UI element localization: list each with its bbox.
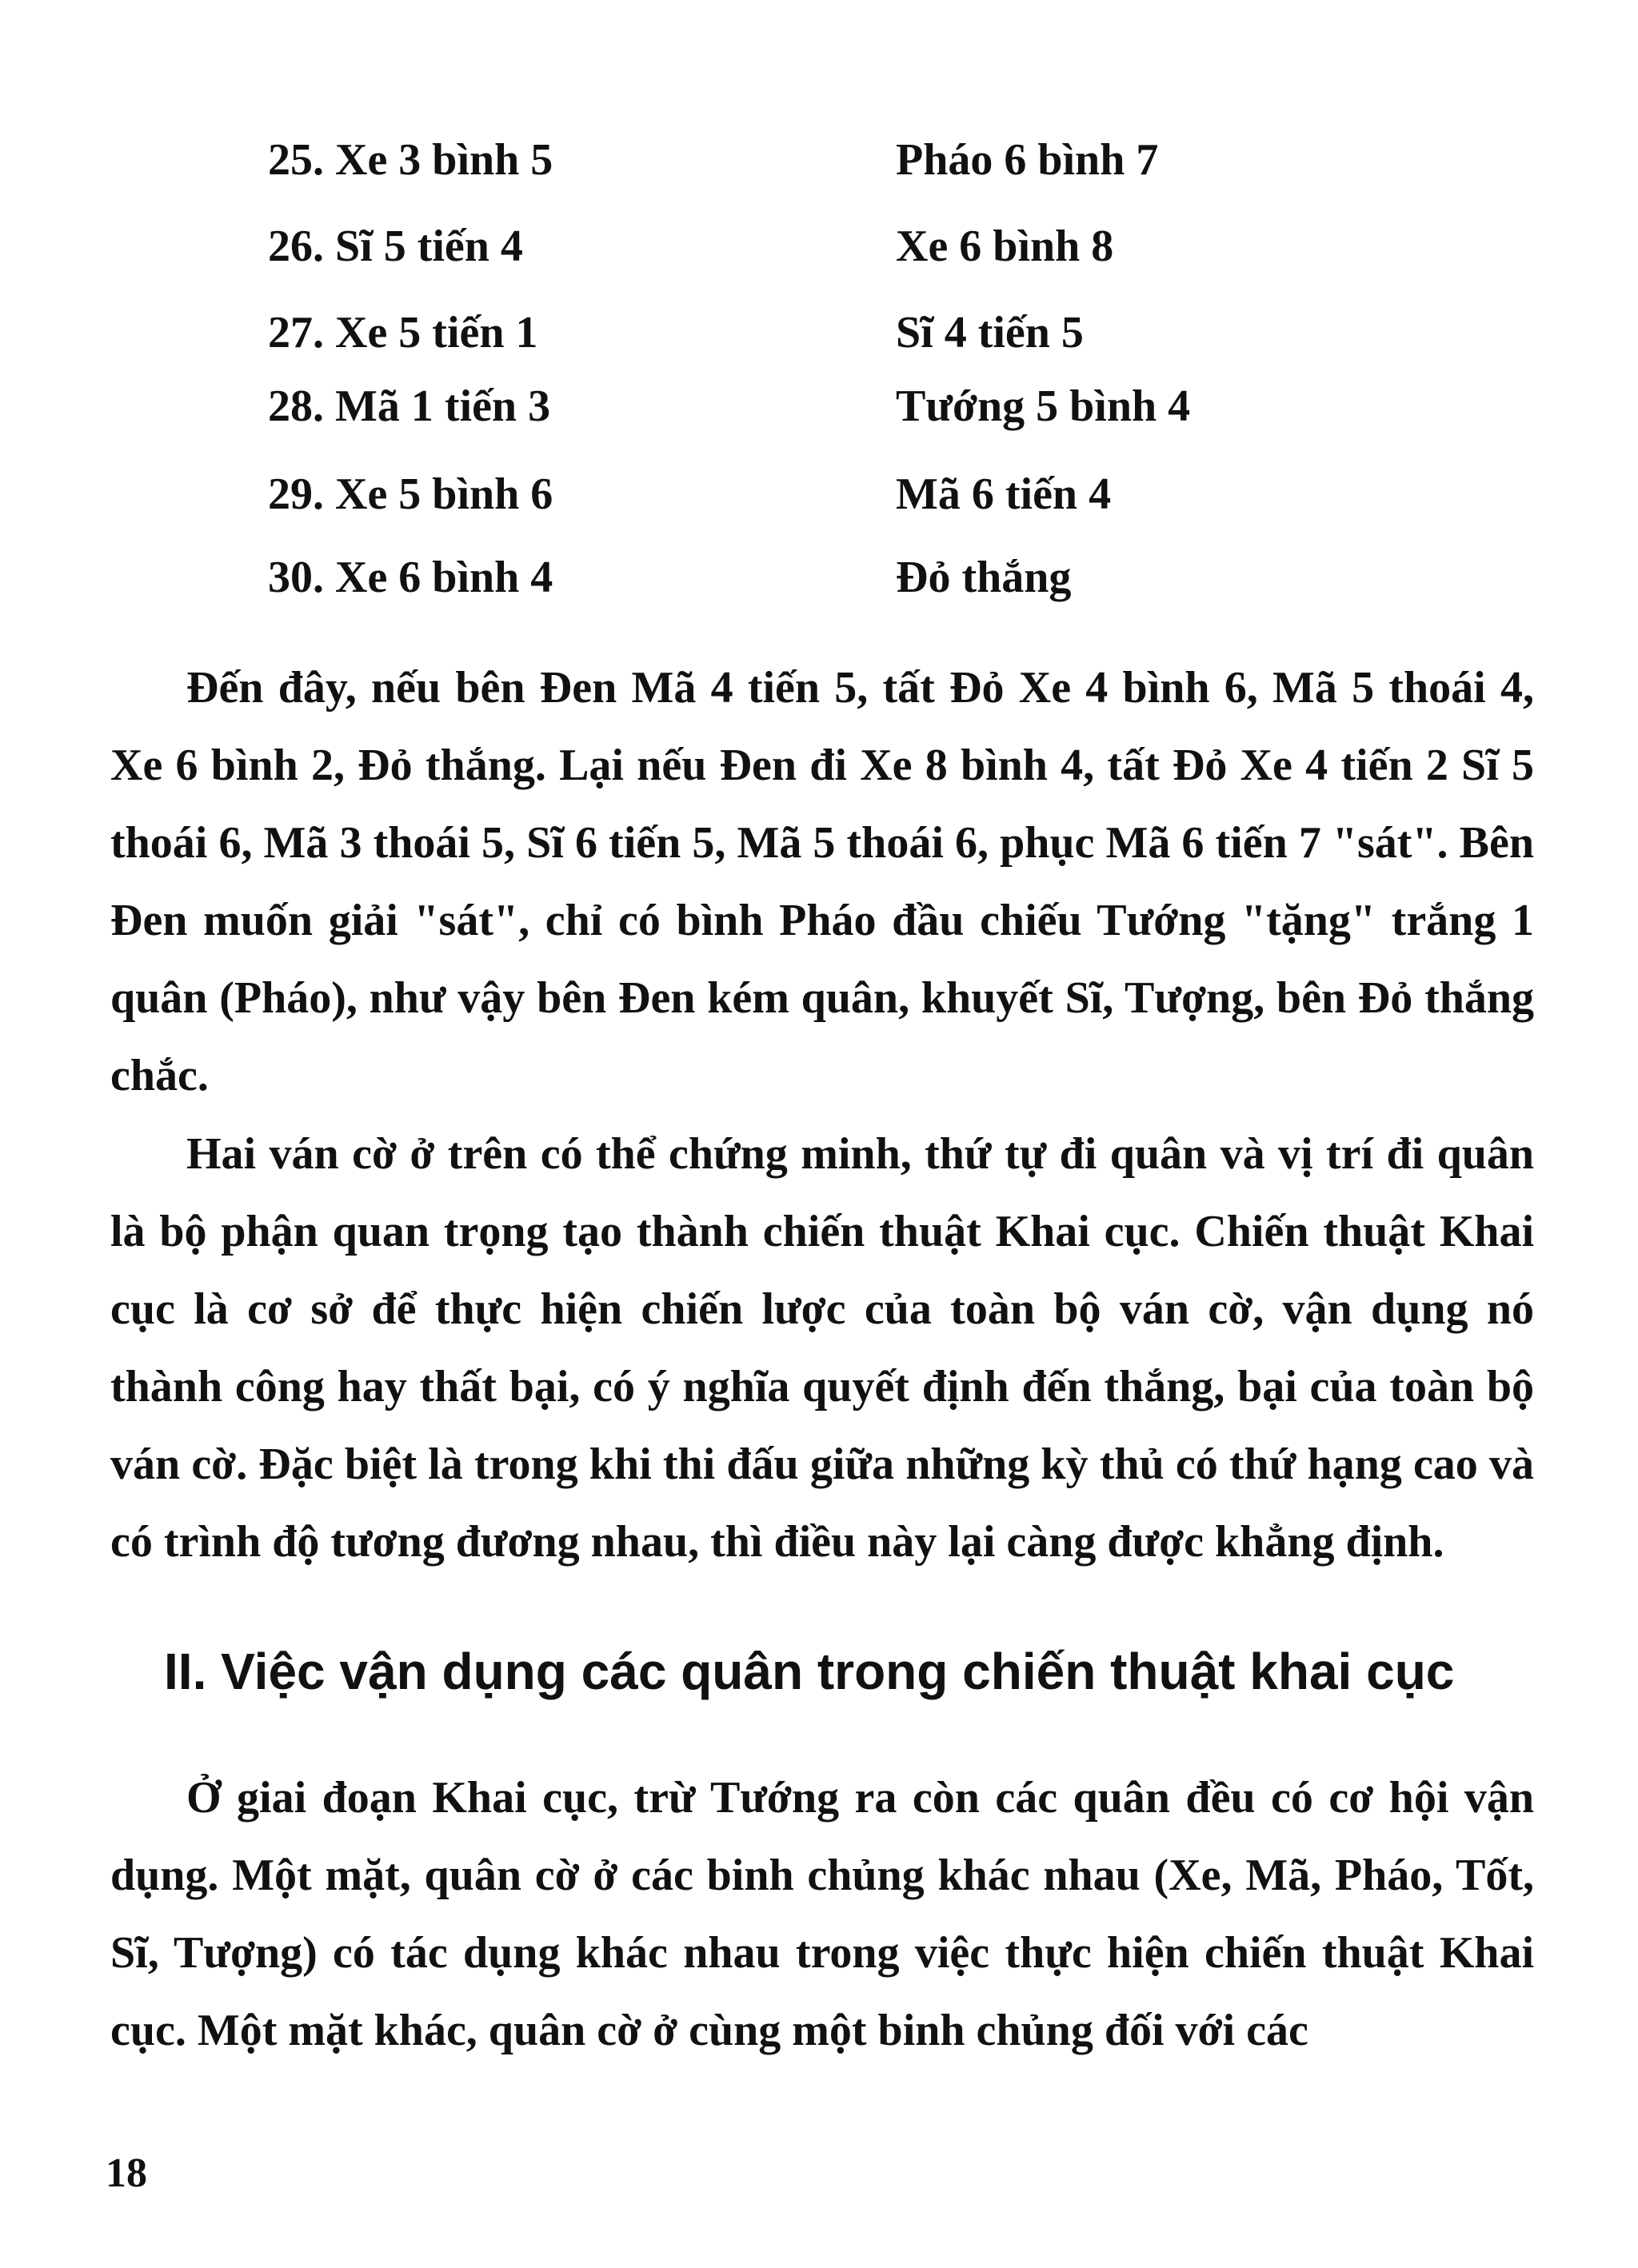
red-move: 26. Sĩ 5 tiến 4 [268, 222, 523, 271]
section-heading: II. Việc vận dụng các quân trong chiến thuật khai cục [164, 1643, 1455, 1700]
body-paragraph: Ở giai đoạn Khai cục, trừ Tướng ra còn các quân đều có cơ hội vận dụng. Một mặt, quân cờ ở các binh chủng khác nhau (Xe, Mã, Pháo, Tốt, Sĩ, Tượng) có tác dụng khác nhau trong việc thực hiện chiến thuật Khai cục. Một mặt khác, quân cờ ở cùng một binh chủng đối với các [110, 1773, 1534, 2055]
move-row [268, 214, 1308, 278]
move-row [268, 128, 1308, 192]
black-move: Pháo 6 bình 7 [896, 135, 1159, 185]
move-row [268, 462, 1308, 526]
black-move: Xe 6 bình 8 [896, 222, 1114, 271]
black-move: Mã 6 tiến 4 [896, 469, 1112, 519]
black-move: Sĩ 4 tiến 5 [896, 308, 1084, 357]
body-paragraph: Đến đây, nếu bên Đen Mã 4 tiến 5, tất Đỏ Xe 4 bình 6, Mã 5 thoái 4, Xe 6 bình 2, Đỏ thắng. Lại nếu Đen đi Xe 8 bình 4, tất Đỏ Xe 4 tiến 2 Sĩ 5 thoái 6, Mã 3 thoái 5, Sĩ 6 tiến 5, Mã 5 thoái 6, phục Mã 6 tiến 7 "sát". Bên Đen muốn giải "sát", chỉ có bình Pháo đầu chiếu Tướng "tặng" trắng 1 quân (Pháo), như vậy bên Đen kém quân, khuyết Sĩ, Tượng, bên Đỏ thắng chắc. [110, 663, 1534, 1100]
page-number: 18 [106, 2150, 147, 2196]
red-move: 30. Xe 6 bình 4 [268, 553, 553, 602]
move-row [268, 545, 1308, 609]
move-row [268, 301, 1308, 365]
red-move: 27. Xe 5 tiến 1 [268, 308, 538, 357]
red-move: 28. Mã 1 tiến 3 [268, 381, 551, 431]
black-move: Tướng 5 bình 4 [896, 381, 1191, 431]
red-move: 25. Xe 3 bình 5 [268, 135, 553, 185]
black-move: Đỏ thắng [896, 553, 1072, 602]
body-paragraph: Hai ván cờ ở trên có thể chứng minh, thứ tự đi quân và vị trí đi quân là bộ phận quan trọng tạo thành chiến thuật Khai cục. Chiến thuật Khai cục là cơ sở để thực hiện chiến lược của toàn bộ ván cờ, vận dụng nó thành công hay thất bại, có ý nghĩa quyết định đến thắng, bại của toàn bộ ván cờ. Đặc biệt là trong khi thi đấu giữa những kỳ thủ có thứ hạng cao và có trình độ tương đương nhau, thì điều này lại càng được khẳng định. [110, 1129, 1534, 1567]
move-row [268, 374, 1308, 438]
red-move: 29. Xe 5 bình 6 [268, 469, 553, 519]
